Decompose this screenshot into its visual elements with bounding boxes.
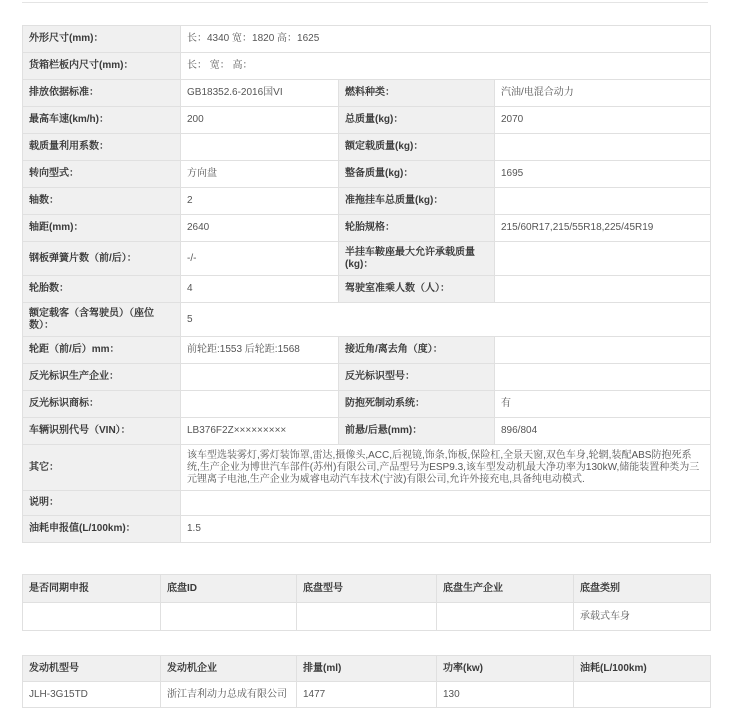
engine-cell: 1477 — [297, 682, 437, 708]
param-value — [495, 276, 711, 303]
param-label: 车辆识别代号（VIN）： — [23, 418, 181, 445]
param-label: 燃料种类： — [339, 80, 495, 107]
engine-table — [22, 655, 711, 708]
chassis-cell — [297, 603, 437, 631]
engine-header-row — [23, 656, 711, 682]
param-value: 2 — [181, 188, 339, 215]
vehicle-params-table — [22, 25, 711, 543]
param-value: 长：4340 宽：1820 高：1625 — [181, 26, 711, 53]
param-label: 最高车速(km/h)： — [23, 107, 181, 134]
param-row — [23, 303, 711, 337]
param-value: 2070 — [495, 107, 711, 134]
param-value: 该车型选装雾灯,雾灯装饰罩,雷达,摄像头,ACC,后视镜,饰条,饰板,保险杠,全景天窗,双色车身,轮辋,装配ABS防抱死系统,生产企业为博世汽车部件(苏州)有限公司,产品型号为ESP9.3,该车型发动机最大净功率为130kW,储能装置种类为三元锂离子电池,生产企业为威睿电动汽车技术(宁波)有限公司,允许外接充电,具备纯电动模式. — [181, 445, 711, 491]
param-value: 前轮距:1553 后轮距:1568 — [181, 337, 339, 364]
param-value: 215/60R17,215/55R18,225/45R19 — [495, 215, 711, 242]
engine-header-cell: 发动机型号 — [23, 656, 161, 682]
engine-header-cell: 油耗(L/100km) — [574, 656, 711, 682]
param-value — [495, 364, 711, 391]
chassis-header-row — [23, 575, 711, 603]
param-label: 反光标识生产企业： — [23, 364, 181, 391]
param-row — [23, 491, 711, 516]
param-value — [495, 337, 711, 364]
param-label: 转向型式： — [23, 161, 181, 188]
param-label: 说明： — [23, 491, 181, 516]
param-label: 油耗申报值(L/100km)： — [23, 516, 181, 543]
chassis-header-cell: 底盘类别 — [574, 575, 711, 603]
chassis-header-cell: 是否同期申报 — [23, 575, 161, 603]
param-label: 货箱栏板内尺寸(mm)： — [23, 53, 181, 80]
param-row — [23, 215, 711, 242]
engine-cell: JLH-3G15TD — [23, 682, 161, 708]
param-value: GB18352.6-2016国VI — [181, 80, 339, 107]
param-row — [23, 445, 711, 491]
param-value: 方向盘 — [181, 161, 339, 188]
chassis-table — [22, 574, 711, 631]
param-value — [181, 364, 339, 391]
param-row — [23, 80, 711, 107]
param-label: 额定载客（含驾驶员）（座位数）： — [23, 303, 181, 337]
chassis-header-cell: 底盘型号 — [297, 575, 437, 603]
param-label: 轮胎规格： — [339, 215, 495, 242]
chassis-header-cell: 底盘ID — [161, 575, 297, 603]
param-row — [23, 516, 711, 543]
param-label: 钢板弹簧片数（前/后）： — [23, 242, 181, 276]
param-label: 排放依据标准： — [23, 80, 181, 107]
param-label: 半挂车鞍座最大允许承载质量(kg)： — [339, 242, 495, 276]
param-value: 汽油/电混合动力 — [495, 80, 711, 107]
param-row — [23, 134, 711, 161]
param-row — [23, 53, 711, 80]
param-row — [23, 337, 711, 364]
engine-cell: 浙江吉利动力总成有限公司 — [161, 682, 297, 708]
param-value: -/- — [181, 242, 339, 276]
param-value: 200 — [181, 107, 339, 134]
chassis-cell — [437, 603, 574, 631]
engine-data-row — [23, 682, 711, 708]
param-value — [495, 242, 711, 276]
param-value — [495, 188, 711, 215]
param-value — [495, 134, 711, 161]
param-value: 2640 — [181, 215, 339, 242]
param-label: 准拖挂车总质量(kg)： — [339, 188, 495, 215]
param-label: 整备质量(kg)： — [339, 161, 495, 188]
param-row — [23, 391, 711, 418]
param-label: 反光标识商标： — [23, 391, 181, 418]
param-label: 驾驶室准乘人数（人）： — [339, 276, 495, 303]
param-row — [23, 26, 711, 53]
param-row — [23, 188, 711, 215]
engine-header-cell: 排量(ml) — [297, 656, 437, 682]
chassis-cell — [23, 603, 161, 631]
param-label: 额定载质量(kg)： — [339, 134, 495, 161]
param-row — [23, 242, 711, 276]
param-value: 5 — [181, 303, 711, 337]
param-label: 防抱死制动系统： — [339, 391, 495, 418]
param-label: 接近角/离去角（度）： — [339, 337, 495, 364]
chassis-header-cell: 底盘生产企业 — [437, 575, 574, 603]
param-label: 轮胎数： — [23, 276, 181, 303]
chassis-cell — [161, 603, 297, 631]
param-label: 反光标识型号： — [339, 364, 495, 391]
param-value: 4 — [181, 276, 339, 303]
engine-cell: 130 — [437, 682, 574, 708]
top-divider — [22, 2, 708, 3]
param-value: 长： 宽： 高： — [181, 53, 711, 80]
chassis-data-row — [23, 603, 711, 631]
param-value: 有 — [495, 391, 711, 418]
param-label: 其它： — [23, 445, 181, 491]
param-row — [23, 276, 711, 303]
param-value: 1695 — [495, 161, 711, 188]
param-value — [181, 134, 339, 161]
engine-cell — [574, 682, 711, 708]
param-value: 896/804 — [495, 418, 711, 445]
param-label: 载质量利用系数： — [23, 134, 181, 161]
engine-header-cell: 功率(kw) — [437, 656, 574, 682]
param-value — [181, 391, 339, 418]
param-label: 前悬/后悬(mm)： — [339, 418, 495, 445]
param-label: 总质量(kg)： — [339, 107, 495, 134]
engine-header-cell: 发动机企业 — [161, 656, 297, 682]
chassis-cell: 承载式车身 — [574, 603, 711, 631]
param-row — [23, 107, 711, 134]
param-value: 1.5 — [181, 516, 711, 543]
param-label: 轴距(mm)： — [23, 215, 181, 242]
param-row — [23, 161, 711, 188]
param-label: 轴数： — [23, 188, 181, 215]
param-value — [181, 491, 711, 516]
param-value: LB376F2Z××××××××× — [181, 418, 339, 445]
param-row — [23, 418, 711, 445]
param-row — [23, 364, 711, 391]
param-label: 轮距（前/后）mm： — [23, 337, 181, 364]
param-label: 外形尺寸(mm)： — [23, 26, 181, 53]
